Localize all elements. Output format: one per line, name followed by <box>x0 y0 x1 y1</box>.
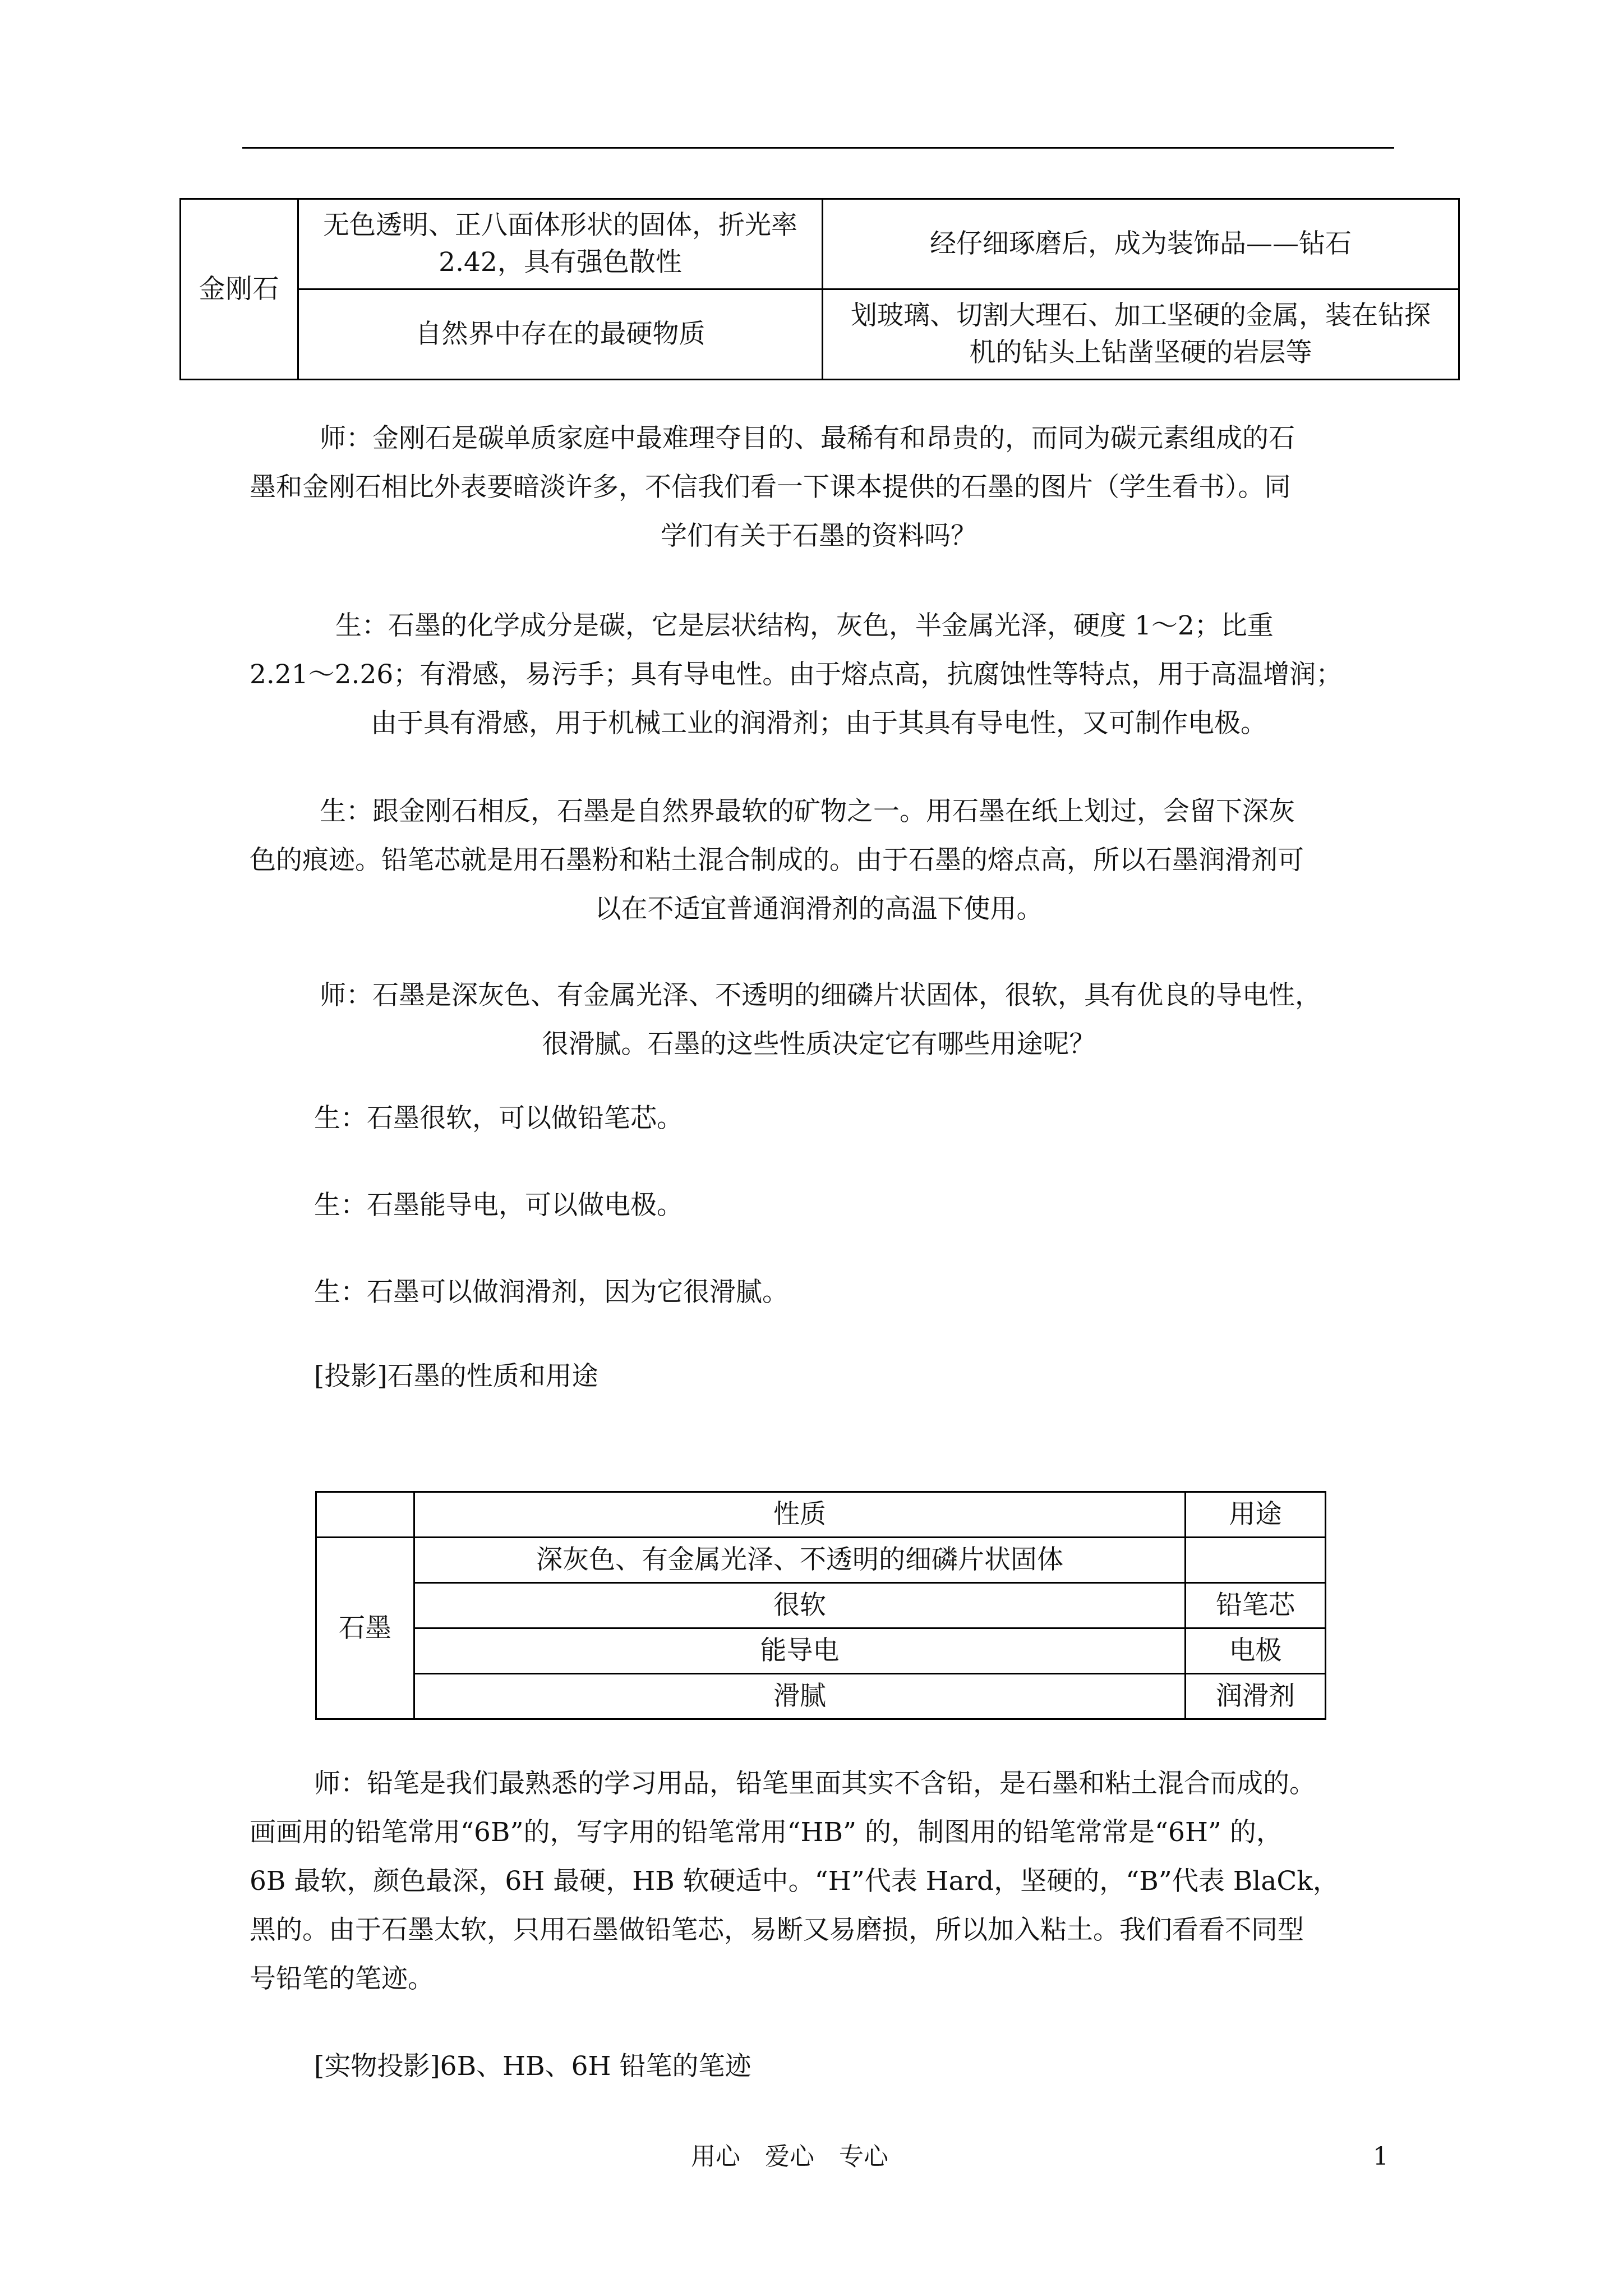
table-row <box>316 1583 1326 1628</box>
paragraph-line: 学们有关于石墨的资料吗？ <box>661 521 977 551</box>
table-header-use: 用途 <box>1186 1492 1326 1538</box>
paragraph-line: 6B 最软，颜色最深，6H 最硬，HB 软硬适中。“H”代表 Hard，坚硬的，“B”代表 BlaCk， <box>250 1866 1339 1897</box>
paragraph-line: 生：石墨能导电，可以做电极。 <box>314 1190 683 1221</box>
table-cell-use: 电极 <box>1186 1628 1326 1674</box>
paragraph-line: 师：铅笔是我们最熟悉的学习用品，铅笔里面其实不含铅，是石墨和粘土混合而成的。 <box>314 1768 1316 1799</box>
table-rowhead: 金刚石 <box>181 199 298 380</box>
table-cell-use: 铅笔芯 <box>1186 1583 1326 1628</box>
paragraph-line: 师：石墨是深灰色、有金属光泽、不透明的细磷片状固体，很软，具有优良的导电性， <box>320 980 1321 1011</box>
table-row <box>316 1538 1326 1583</box>
table-corner <box>316 1492 414 1538</box>
paragraph-line: [实物投影]6B、HB、6H 铅笔的笔迹 <box>314 2051 751 2082</box>
table-cell-property: 深灰色、有金属光泽、不透明的细磷片状固体 <box>414 1538 1186 1583</box>
graphite-table <box>315 1491 1326 1720</box>
paragraph-line: 很滑腻。石墨的这些性质决定它有哪些用途呢？ <box>542 1029 1096 1060</box>
table-cell-property: 滑腻 <box>414 1674 1186 1719</box>
paragraph-line: 画画用的铅笔常用“6B”的，写字用的铅笔常用“HB” 的，制图用的铅笔常常是“6H” 的， <box>250 1817 1283 1848</box>
table-rowhead: 石墨 <box>316 1538 414 1719</box>
table-cell-property: 很软 <box>414 1583 1186 1628</box>
page-number: 1 <box>1373 2142 1389 2171</box>
paragraph-line: 生：石墨可以做润滑剂，因为它很滑腻。 <box>314 1277 789 1308</box>
diamond-table <box>179 198 1460 380</box>
paragraph-line: 生：石墨的化学成分是碳，它是层状结构，灰色，半金属光泽，硬度 1～2；比重 <box>335 610 1274 641</box>
paragraph-line: 以在不适宜普通润滑剂的高温下使用。 <box>594 894 1043 924</box>
table-cell-use: 划玻璃、切割大理石、加工坚硬的金属，装在钻探 机的钻头上钻凿坚硬的岩层等 <box>823 289 1459 380</box>
paragraph-line: 生：石墨很软，可以做铅笔芯。 <box>314 1103 683 1134</box>
paragraph-line: 号铅笔的笔迹。 <box>250 1963 434 1994</box>
paragraph-line: 色的痕迹。铅笔芯就是用石墨粉和粘土混合制成的。由于石墨的熔点高，所以石墨润滑剂可 <box>250 845 1304 876</box>
table-row <box>316 1628 1326 1674</box>
table-cell-property: 能导电 <box>414 1628 1186 1674</box>
paragraph-line: [投影]石墨的性质和用途 <box>314 1361 598 1392</box>
table-cell-use <box>1186 1538 1326 1583</box>
table-row <box>181 199 1459 289</box>
paragraph-line: 2.21～2.26；有滑感，易污手；具有导电性。由于熔点高，抗腐蚀性等特点，用于高温增润； <box>250 659 1343 690</box>
table-cell-use: 润滑剂 <box>1186 1674 1326 1719</box>
paragraph-line: 黑的。由于石墨太软，只用石墨做铅笔芯，易断又易磨损，所以加入粘土。我们看看不同型 <box>250 1915 1304 1945</box>
table-cell-property: 无色透明、正八面体形状的固体，折光率 2.42，具有强色散性 <box>298 199 823 289</box>
header-rule <box>242 147 1394 149</box>
table-header-row <box>316 1492 1326 1538</box>
paragraph-line: 师：金刚石是碳单质家庭中最难理夺目的、最稀有和昂贵的，而同为碳元素组成的石 <box>320 423 1295 454</box>
footer-motto: 用心 爱心 专心 <box>691 2142 888 2171</box>
table-cell-property: 自然界中存在的最硬物质 <box>298 289 823 380</box>
table-row <box>181 289 1459 380</box>
paragraph-line: 由于具有滑感，用于机械工业的润滑剂；由于其具有导电性，又可制作电极。 <box>371 708 1267 739</box>
table-row <box>316 1674 1326 1719</box>
paragraph-line: 生：跟金刚石相反，石墨是自然界最软的矿物之一。用石墨在纸上划过，会留下深灰 <box>320 796 1295 827</box>
table-header-property: 性质 <box>414 1492 1186 1538</box>
paragraph-line: 墨和金刚石相比外表要暗淡许多，不信我们看一下课本提供的石墨的图片（学生看书）。同 <box>250 472 1291 503</box>
table-cell-use: 经仔细琢磨后，成为装饰品——钻石 <box>823 199 1459 289</box>
